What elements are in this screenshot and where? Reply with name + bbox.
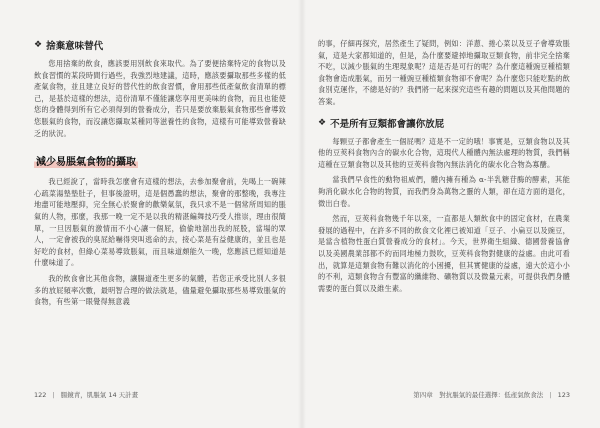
left-page	[34, 38, 286, 378]
footer-separator: |	[549, 391, 552, 399]
diamond-bullet-icon: ❖	[318, 117, 327, 128]
paragraph: 當我們早食性的動物祖威們，體內擁有種為 α-半乳糖苷酶的酵素，其能夠消化碳水化合物的物質，而我們身為萬物之靈的人類，卻在這方面的退化，微出白卷。	[318, 175, 570, 208]
right-page	[318, 38, 570, 378]
paragraph: 我已經說了，當時我怎麼會有這樣的想法，去參加聚會前，先喝上一碗辣心疏菜湯墊墊肚子，但事後證明，這是個愚蠢的想法，聚會的那整晚，我專注地盡可能地壓抑，完全無心於聚會的歡樂氣氛，我只求不是一個常所周知的脹氣的人物，那麼，我那一晚一定不是以我的精湛編舞技巧受人推崇，理由很簡單，一旦因脹氣的激情而不小心讓一個屁，偷偷地溜出我的屁股，當場的眾人，一定會被我的臭屁給嚇得突叫逃命的去，接心菜是有益健康的，並且也是好吃的食材，但綠心菜易導致脹氣，而且味道頗能久一晚，您應該已經知道是什麼味道了。	[34, 177, 286, 268]
paragraph: 您用捨棄的飲食，應該要用別飲食來取代。為了要便捨棄特定的食物以及飲食習慣的某段時間行過些，我強烈地建議，這時，應該要攝取那些多樣的低產氣食物，並且建立良好的替代性的飲食習慣，會用那些低產氣飲食清單的標己，是基於這樣的想法，這份清單不僅能讓您享用更美味的食物，而且也能使您的身體得到所有它必須得到的營養成分，若只是要放棄脹氣食物那些會導致您脹氣的食物，而沒讓您攝取某種同等滋養性的食物，這樣有可能導致營養缺乏的狀況。	[34, 59, 286, 138]
book-gutter	[298, 0, 306, 428]
running-title: 第四章 對抗脹氣的最佳選擇：低產氣飲食法	[413, 391, 544, 399]
paragraph: 然而，豆莢科食物幾千年以來，一直都是人類飲食中的固定食材，在農業發展的過程中，在許多不同的飲食文化裡已被知道「豆子、小扁豆以及豌豆，是當含植物性蛋白質營養成分的食材」。今天，世界衛生組織、德國營養協會以及美國農業部都不約而同地極力鼓吹，豆莢科食物對健康的益處。由此可看出，就算是這類食物有難以消化的小困擾，但其實健康的益處，遠大於這小小的不利，這類食物含有豐富的纖維物、礦物質以及微量元素，可提供我們身體需要的蛋白質以及維生素。	[318, 214, 570, 293]
footer-separator: |	[52, 391, 55, 399]
section-heading-replace	[34, 38, 286, 52]
page-number: 123	[557, 391, 570, 399]
section-heading-text: 捨棄意味替代	[46, 41, 104, 52]
paragraph: 我的飲食會比其他食物，讓腸道產生更多的氣體，若您正承受比別人多很多的放屁頻率次數，最明智合理的做法就是，儘量避免攝取那些易導致脹氣的食物，有些第一眼覺得無意義	[34, 273, 286, 307]
running-title: 腸鏡青，肌脹氣 14 天計畫	[60, 391, 139, 399]
page-number: 122	[34, 391, 47, 399]
section-heading-beans	[318, 116, 570, 130]
diamond-bullet-icon: ❖	[34, 40, 43, 50]
right-page-footer	[413, 390, 570, 399]
left-page-footer	[34, 390, 138, 399]
paragraph: 的事，仔細再探究，居然產生了疑問，例如：洋蔥、捲心菜以及豆子會導致脹氣，這是大家都知道的，但是，為什麼要避掉地攝取豆類食物，前非完全捨棄不吃，以減少脹氣的生理現象呢？這是否是可行的呢？為什麼這種豌豆種植類食物會造成脹氣，而另一種豌豆種植類食物卻不會呢？為什麼您只能吃點的飲食別克運作，不總是好的？我們將一起來探究這些有趣的問題以及其他問題的答案。	[318, 39, 570, 106]
subheading-reduce-gassy-foods: 減少易脹氣食物的攝取	[34, 153, 138, 168]
paragraph: 每顆豆子都會產生一個屁嗎？這是不一定的哦！事實是，豆類食物以及其他的豆莢科食物內含的碳水化合物，這現代人種體內無法處理的物質，我們稱這種在豆類食物以及其他的豆莢科食物內無法消化的碳水化合物為寡醣。	[318, 136, 570, 169]
section-heading-text: 不是所有豆類都會讓你放屁	[330, 118, 445, 130]
